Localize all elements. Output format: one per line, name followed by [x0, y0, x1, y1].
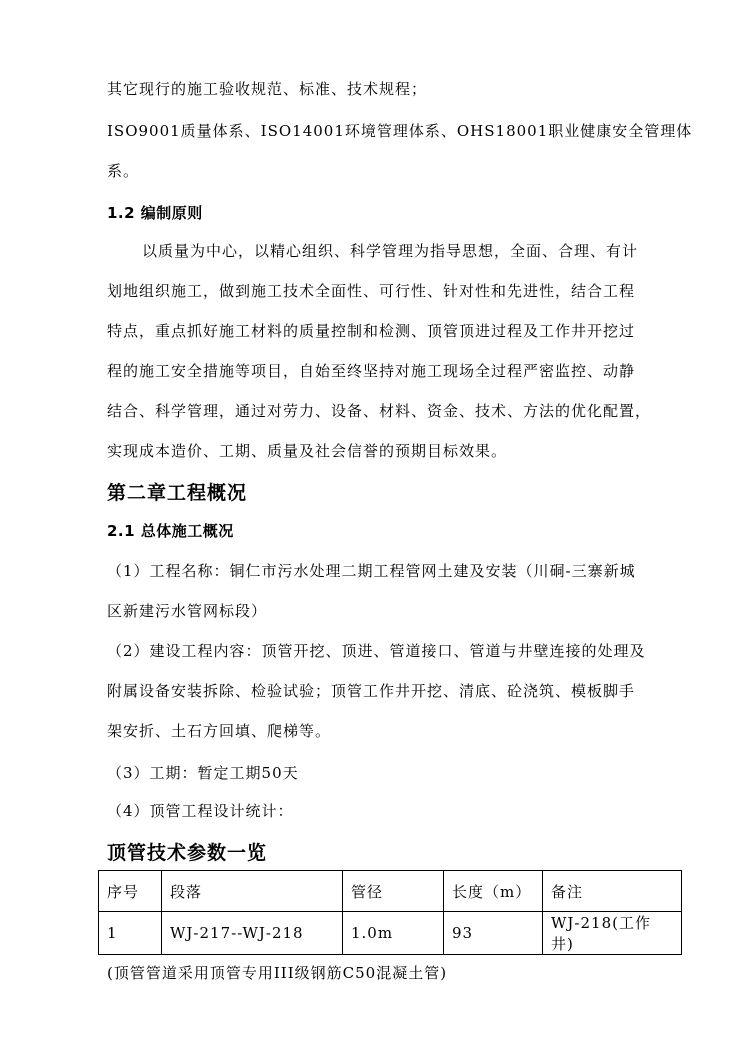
column-header: 管径 [343, 871, 444, 912]
list-item: （4）顶管工程设计统计： [107, 802, 294, 820]
text-line: 系。 [107, 162, 140, 180]
chapter-title: 第二章工程概况 [107, 482, 248, 504]
column-header: 备注 [543, 871, 682, 912]
list-item-continued: 区新建污水管网标段） [107, 602, 268, 620]
table-title: 顶管技术参数一览 [107, 842, 268, 864]
table-cell: WJ-217--WJ-218 [162, 912, 343, 955]
table-note: (顶管管道采用顶管专用III级钢筋C50混凝土管) [107, 964, 448, 982]
pipe-parameters-table [98, 870, 682, 955]
list-item: （3）工期：暂定工期50天 [107, 764, 299, 782]
list-item-continued: 架安折、土石方回填、爬梯等。 [107, 722, 332, 740]
paragraph-line: 实现成本造价、工期、质量及社会信誉的预期目标效果。 [107, 442, 508, 460]
list-item: （2）建设工程内容：顶管开挖、顶进、管道接口、管道与井壁连接的处理及 [107, 642, 646, 660]
column-header: 段落 [162, 871, 343, 912]
list-item: （1）工程名称：铜仁市污水处理二期工程管网土建及安装（川硐-三寨新城 [107, 562, 636, 580]
column-header: 长度（m） [444, 871, 543, 912]
section-heading: 2.1 总体施工概况 [107, 522, 234, 540]
table-cell: 1 [99, 912, 162, 955]
section-heading: 1.2 编制原则 [107, 204, 203, 222]
paragraph-line: 划地组织施工，做到施工技术全面性、可行性、针对性和先进性，结合工程 [107, 282, 636, 300]
list-item-continued: 附属设备安装拆除、检验试验；顶管工作井开挖、清底、砼浇筑、模板脚手 [107, 682, 636, 700]
table-row [99, 912, 682, 955]
table-cell: 1.0m [343, 912, 444, 955]
paragraph-line: 以质量为中心，以精心组织、科学管理为指导思想，全面、合理、有计 [142, 242, 639, 260]
paragraph-line: 结合、科学管理，通过对劳力、设备、材料、资金、技术、方法的优化配置， [107, 402, 652, 420]
text-line: 其它现行的施工验收规范、标准、技术规程； [107, 80, 428, 98]
text-line: ISO9001质量体系、ISO14001环境管理体系、OHS18001职业健康安全管理体 [107, 122, 693, 140]
paragraph-line: 程的施工安全措施等项目，自始至终坚持对施工现场全过程严密监控、动静 [107, 362, 636, 380]
table-cell: 93 [444, 912, 543, 955]
table-cell: WJ-218(工作井) [543, 912, 682, 955]
paragraph-line: 特点，重点抓好施工材料的质量控制和检测、顶管顶进过程及工作井开挖过 [107, 322, 636, 340]
column-header: 序号 [99, 871, 162, 912]
table-header-row [99, 871, 682, 912]
